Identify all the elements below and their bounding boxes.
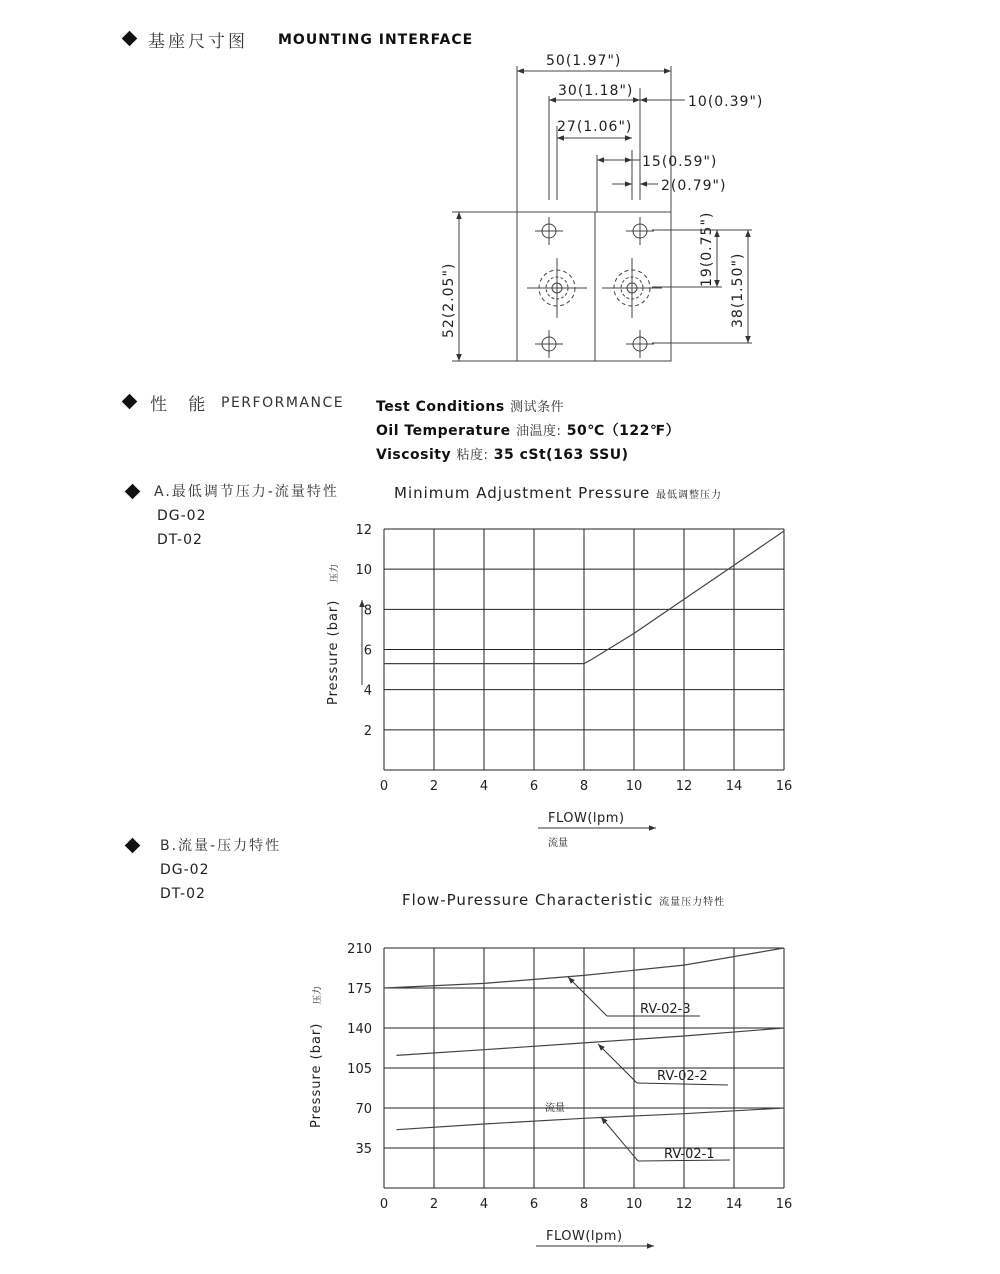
chart-a-title-en: Minimum Adjustment Pressure [394, 484, 651, 502]
y-tick-label: 210 [347, 942, 372, 957]
y-tick-label: 140 [347, 1022, 372, 1037]
dim-50-label: 50(1.97") [546, 53, 622, 69]
y-tick-label: 2 [363, 723, 372, 739]
x-tick-label: 16 [775, 779, 793, 794]
x-tick-label: 12 [675, 1197, 693, 1212]
section-b-model: DG-02 [160, 862, 210, 878]
bolt-hole-icon [626, 330, 654, 358]
x-tick-label: 12 [675, 779, 693, 794]
flow-pressure-chart [0, 930, 1000, 1270]
x-tick-label: 0 [379, 779, 389, 794]
y-axis-label: Pressure (bar) [309, 1022, 324, 1128]
dim-15-label: 15(0.59") [642, 154, 718, 170]
condition-label-cn: 油温度: [515, 424, 562, 439]
x-tick-label: 4 [479, 779, 489, 794]
performance-title-en: PERFORMANCE [221, 395, 345, 411]
y-tick-label: 10 [355, 563, 372, 579]
x-tick-label: 16 [775, 1197, 793, 1212]
condition-label: Oil Temperature [376, 423, 511, 439]
y-tick-label: 12 [355, 523, 372, 538]
chart-a-title [394, 484, 722, 502]
chart-b-title-cn: 流量压力特性 [659, 897, 726, 908]
y-axis-label-cn: 压力 [313, 985, 323, 1004]
test-conditions-row [376, 396, 564, 415]
section-bullet-icon [125, 484, 141, 500]
condition-label: Viscosity [376, 447, 452, 463]
bolt-hole-icon [626, 217, 654, 245]
port-icon [602, 258, 662, 318]
mounting-title-en: MOUNTING INTERFACE [278, 32, 474, 48]
dim-19-label: 19(0.75") [699, 211, 715, 287]
section-a-title: A.最低调节压力-流量特性 [154, 484, 339, 500]
x-tick-label: 8 [579, 779, 589, 794]
section-bullet-icon [125, 838, 141, 854]
dim-38-label: 38(1.50") [730, 252, 746, 328]
x-tick-label: 0 [379, 1197, 389, 1212]
dim-30-label: 30(1.18") [558, 83, 634, 99]
x-axis-label-cn: 流量 [548, 838, 568, 849]
y-axis-label: Pressure (bar) [326, 599, 341, 705]
mounting-interface-drawing [0, 0, 1000, 380]
series-line [397, 1108, 785, 1130]
chart-a-title-cn: 最低调整压力 [656, 490, 722, 501]
condition-label-cn: 粘度: [456, 448, 489, 463]
x-tick-label: 6 [529, 1197, 539, 1212]
port-icon [527, 258, 587, 318]
y-tick-label: 4 [363, 683, 372, 699]
mounting-title-cn: 基座尺寸图 [148, 32, 248, 52]
callout-leader-line [568, 977, 607, 1016]
section-bullet-icon [122, 394, 138, 410]
chart-b-title [402, 891, 725, 909]
callout-leader-line [598, 1044, 637, 1083]
x-tick-label: 14 [725, 1197, 743, 1212]
y-axis-label-cn: 压力 [330, 563, 340, 582]
x-tick-label: 10 [625, 779, 643, 794]
series-line [397, 1028, 785, 1055]
y-tick-label: 35 [355, 1142, 372, 1157]
x-tick-label: 8 [579, 1197, 589, 1212]
y-tick-label: 6 [363, 643, 372, 659]
y-tick-label: 175 [347, 982, 372, 997]
condition-value: 50℃（122℉） [566, 423, 681, 439]
x-tick-label: 2 [429, 1197, 439, 1212]
y-tick-label: 70 [355, 1102, 372, 1117]
condition-label-cn: 测试条件 [510, 400, 565, 415]
bolt-hole-icon [535, 217, 563, 245]
section-a-model: DG-02 [157, 508, 207, 524]
dim-52-label: 52(2.05") [441, 262, 457, 338]
x-tick-label: 4 [479, 1197, 489, 1212]
x-tick-label: 10 [625, 1197, 643, 1212]
x-axis-label: FLOW(lpm) [546, 1229, 623, 1244]
series-label: RV-02-3 [640, 1002, 691, 1017]
chart-b-title-en: Flow-Puressure Characteristic [402, 891, 654, 909]
dim-2-label: 2(0.79") [661, 178, 727, 194]
section-b-model: DT-02 [160, 886, 206, 902]
oil-temperature-row [376, 420, 680, 440]
viscosity-row [376, 444, 628, 463]
y-tick-label: 8 [363, 603, 372, 619]
y-tick-label: 105 [347, 1062, 372, 1077]
section-b-title: B.流量-压力特性 [160, 838, 282, 854]
bolt-hole-icon [535, 330, 563, 358]
section-a-model: DT-02 [157, 532, 203, 548]
dim-10-label: 10(0.39") [688, 94, 764, 110]
callout-leader-line [601, 1117, 638, 1161]
condition-value: 35 cSt(163 SSU) [493, 447, 629, 463]
x-tick-label: 6 [529, 779, 539, 794]
chart-inner-note: 流量 [545, 1103, 565, 1114]
x-tick-label: 14 [725, 779, 743, 794]
performance-title-cn: 性 能 [150, 395, 214, 415]
series-label: RV-02-1 [664, 1147, 715, 1162]
x-tick-label: 2 [429, 779, 439, 794]
condition-label: Test Conditions [376, 399, 505, 415]
series-label: RV-02-2 [657, 1069, 708, 1084]
dim-27-label: 27(1.06") [557, 119, 633, 135]
x-axis-label: FLOW(lpm) [548, 811, 625, 826]
